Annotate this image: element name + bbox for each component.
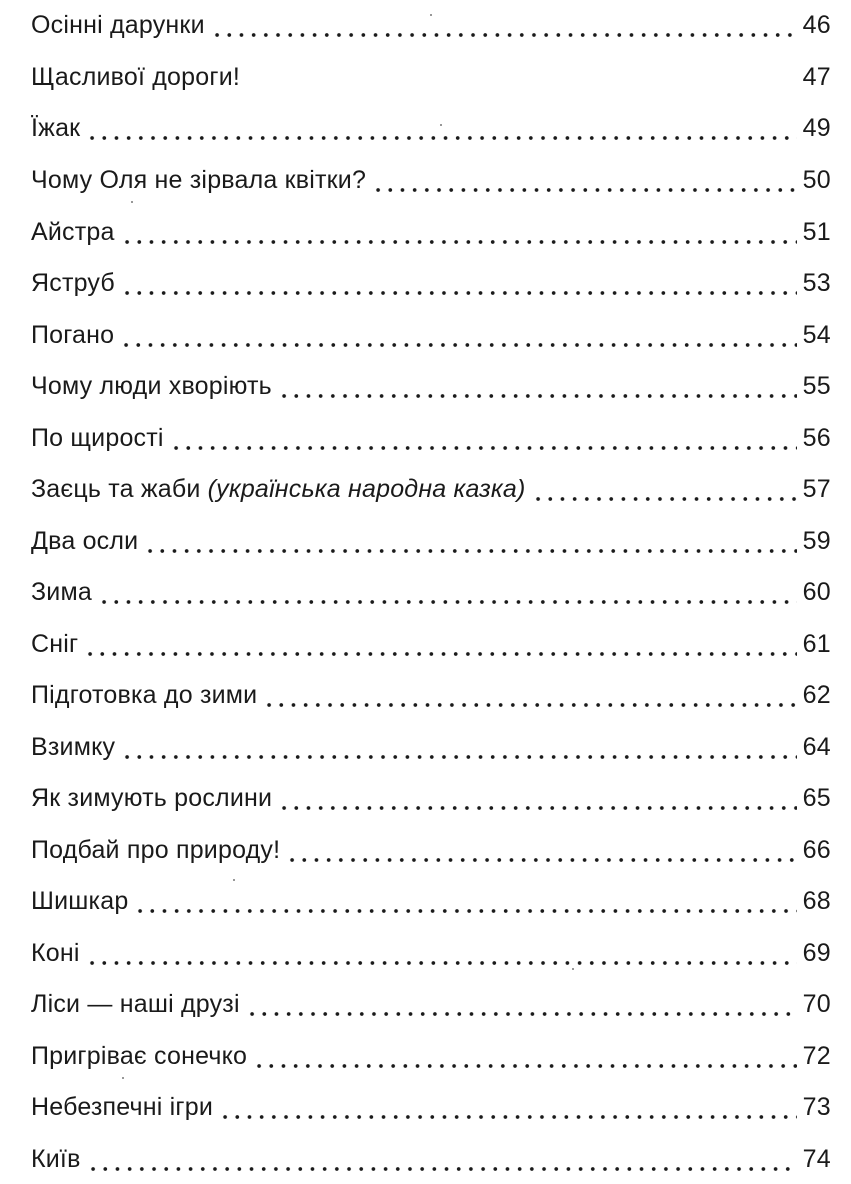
entry-title: Яструб <box>31 269 115 297</box>
toc-entry <box>31 881 831 921</box>
entry-title: Їжак <box>31 114 81 142</box>
toc-entry <box>31 108 831 148</box>
page-number: 51 <box>802 218 831 246</box>
page-number: 68 <box>802 887 831 915</box>
entry-title: Сніг <box>31 630 79 658</box>
page-number: 62 <box>802 681 831 709</box>
page-number: 54 <box>802 321 831 349</box>
entry-title: Небезпечні ігри <box>31 1093 214 1121</box>
dot-leader <box>372 160 797 200</box>
toc-entry <box>31 366 831 406</box>
entry-title: По щирості <box>31 424 164 452</box>
page-number: 72 <box>802 1042 831 1070</box>
dot-leader <box>219 1087 797 1127</box>
page-number: 66 <box>802 836 831 864</box>
toc-entry <box>31 778 831 818</box>
dot-leader <box>263 675 796 715</box>
entry-title: Шишкар <box>31 887 129 915</box>
dot-leader <box>134 881 796 921</box>
dot-leader <box>120 315 796 355</box>
dot-leader <box>246 57 797 97</box>
toc-entry <box>31 727 831 767</box>
entry-title: Два осли <box>31 527 139 555</box>
dot-leader <box>170 418 797 458</box>
entry-title: Взимку <box>31 733 116 761</box>
toc-entry <box>31 1139 831 1179</box>
toc-entry <box>31 418 831 458</box>
page-number: 49 <box>802 114 831 142</box>
page-number: 74 <box>802 1145 831 1173</box>
page-number: 65 <box>802 784 831 812</box>
dot-leader <box>211 5 797 45</box>
entry-title: Подбай про природу! <box>31 836 281 864</box>
entry-title: Київ <box>31 1145 81 1173</box>
dot-leader <box>87 1139 797 1179</box>
scan-speck <box>572 968 574 970</box>
toc-entry <box>31 263 831 303</box>
toc-entry <box>31 5 831 45</box>
dot-leader <box>84 624 796 664</box>
dot-leader <box>246 984 797 1024</box>
page-number: 69 <box>802 939 831 967</box>
scan-speck <box>430 14 432 16</box>
toc-entry <box>31 984 831 1024</box>
toc-entry <box>31 1036 831 1076</box>
toc-entry <box>31 469 831 509</box>
page-number: 59 <box>802 527 831 555</box>
toc-entry <box>31 830 831 870</box>
dot-leader <box>532 469 797 509</box>
toc-entry <box>31 57 831 97</box>
toc-entry <box>31 675 831 715</box>
dot-leader <box>98 572 797 612</box>
entry-title: Осінні дарунки <box>31 11 205 39</box>
scan-speck <box>440 124 442 126</box>
page-number: 60 <box>802 578 831 606</box>
toc-entry <box>31 933 831 973</box>
entry-title: Айстра <box>31 218 115 246</box>
page-number: 56 <box>802 424 831 452</box>
toc-entry <box>31 572 831 612</box>
page-number: 64 <box>802 733 831 761</box>
entry-title: Чому люди хворіють <box>31 372 272 400</box>
dot-leader <box>144 521 796 561</box>
scan-speck <box>131 201 133 203</box>
entry-title: Як зимують рослини <box>31 784 273 812</box>
dot-leader <box>86 108 796 148</box>
entry-title: Коні <box>31 939 80 967</box>
page-number: 61 <box>802 630 831 658</box>
toc-entry <box>31 521 831 561</box>
page-number: 47 <box>802 63 831 91</box>
dot-leader <box>121 263 797 303</box>
entry-title: Ліси — наші друзі <box>31 990 240 1018</box>
page-number: 70 <box>802 990 831 1018</box>
dot-leader <box>253 1036 796 1076</box>
dot-leader <box>286 830 796 870</box>
entry-note: (українська народна казка) <box>207 475 526 503</box>
dot-leader <box>121 212 797 252</box>
toc-entry <box>31 315 831 355</box>
toc-entry <box>31 160 831 200</box>
toc-entry <box>31 1087 831 1127</box>
entry-title: Пригріває сонечко <box>31 1042 248 1070</box>
toc-entry <box>31 212 831 252</box>
entry-title: Заєць та жаби <box>31 475 201 503</box>
dot-leader <box>86 933 797 973</box>
dot-leader <box>121 727 796 767</box>
page-number: 53 <box>802 269 831 297</box>
page-number: 46 <box>802 11 831 39</box>
dot-leader <box>278 778 796 818</box>
entry-title: Зима <box>31 578 92 606</box>
dot-leader <box>278 366 797 406</box>
entry-title: Погано <box>31 321 115 349</box>
page-number: 57 <box>802 475 831 503</box>
entry-title: Щасливої дороги! <box>31 63 240 91</box>
page-number: 55 <box>802 372 831 400</box>
toc-entry <box>31 624 831 664</box>
entry-title: Підготовка до зими <box>31 681 258 709</box>
page-number: 50 <box>802 166 831 194</box>
entry-title: Чому Оля не зірвала квітки? <box>31 166 367 194</box>
page-number: 73 <box>802 1093 831 1121</box>
scan-speck <box>122 1077 124 1079</box>
scan-speck <box>233 879 235 881</box>
